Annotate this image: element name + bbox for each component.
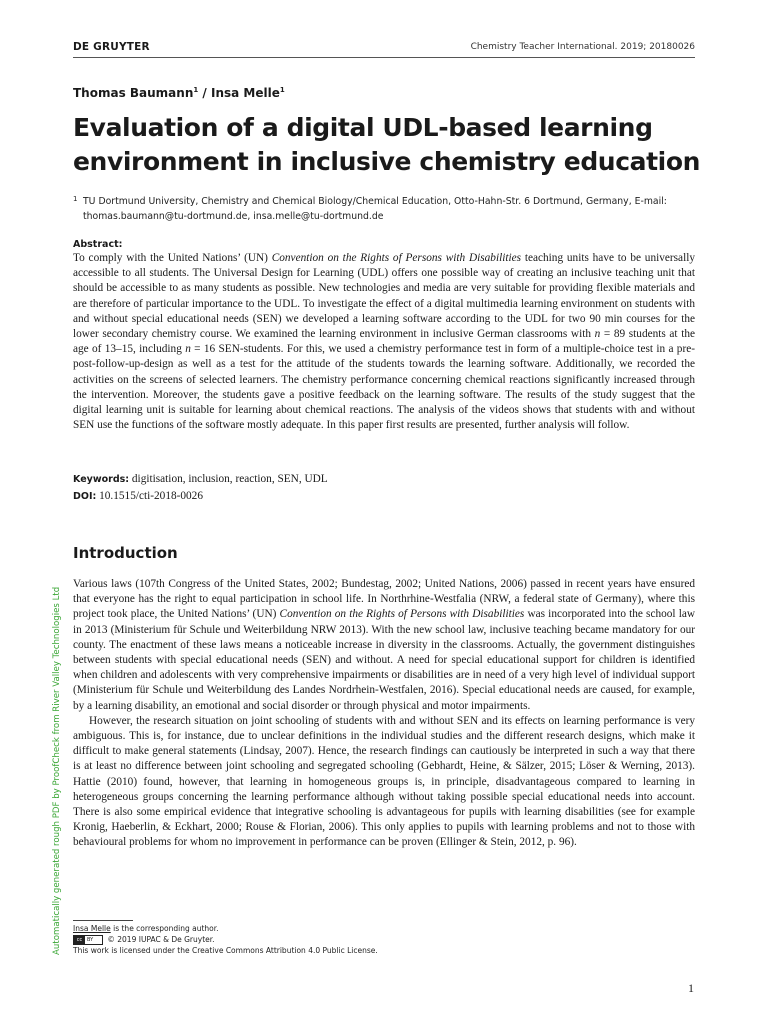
paragraph <box>73 577 695 714</box>
affiliation-mark: 1 <box>73 195 78 203</box>
author-separator: / <box>198 86 211 100</box>
corresponding-author-text: is the corresponding author. <box>110 924 219 933</box>
section-heading: Introduction <box>73 544 178 562</box>
proof-watermark: Automatically generated rough PDF by ProofCheck from River Valley Technologies Ltd <box>52 586 62 955</box>
author-name: Thomas Baumann <box>73 86 194 100</box>
cc-license-icon: cc BY <box>73 935 103 945</box>
paragraph: However, the research situation on joint schooling of students with and without SEN and its effects on learning performance is very ambiguous. This is, for instance, due to unclear definitions in the individual studies and the different research designs, which make it difficult to make general statements (Lindsay, 2007). Hence, the research findings can cautiously be interpreted in such a way that there is at least no difference between joint schooling and segregated schooling (Gebhardt, Heine, & Sälzer, 2015; Löser & Werning, 2013). Hattie (2010) found, however, that learning in homogeneous groups is, in principle, disadvantageous compared to learning in heterogeneous groups concerning the learning performance although without taking possible special educational needs into account. There is also some empirical evidence that integrative schooling is advantageous for pupils with learning disabilities (see for example Kronig, Haeberlin, & Eckhart, 2000; Rouse & Florian, 2006). This only applies to pupils with learning problems and not to those with behavioural problems for whom no improvement in performance can be proven (Ellinger & Stein, 2012, p. 96). <box>73 714 695 849</box>
keywords-line <box>73 473 328 485</box>
paragraph-segment: Various laws (107th Congress of the United States, 2002; Bundestag, 2002; United Nations, 2006) passed in recent years have ensured that everyone has the right to equal participation in school life. In Northrhine-Westfalia (NRW, a federal state of Germany), where this project took place, the United Nations’ (UN) <box>73 578 695 621</box>
abstract-segment: teaching units have to be universally accessible to all students. The Universal Design for Learning (UDL) offers one possible way of creating an inclusive teaching unit that should be accessible to as many students as possible. New technologies and media are very suitable for providing flexible materials and are therefore of particular importance to the UDL. To investigate the effect of a digital multimedia learning environment on students with and without special educational needs (SEN) we developed a learning software according to the UDL for two 90 min courses for the lower secondary chemistry course. We examined the learning environment in inclusive German classrooms with <box>73 252 695 341</box>
publisher-logo: DE GRUYTER <box>73 41 150 53</box>
author-line <box>73 86 285 100</box>
paragraph-italic: Convention on the Rights of Persons with Disabilities <box>279 608 525 621</box>
affiliation <box>73 194 693 224</box>
keywords-value: digitisation, inclusion, reaction, SEN, UDL <box>129 473 328 485</box>
abstract-segment: = 89 students at the age of 13–15, including <box>73 328 695 356</box>
introduction-body <box>73 577 695 851</box>
corresponding-author-note <box>73 924 219 933</box>
abstract-variable: n <box>594 328 601 341</box>
paragraph-segment: was incorporated into the school law in 2013 (Ministerium für Schule und Weiterbildung NRW 2013). With the new school law, inclusive teaching became mandatory for our county. The enactment of these laws means a noticeable increase in diversity in the classrooms. Actually, the government distinguishes between students with special educational needs (SEN) and without. A need for special educational support for children is identified when children and adolescents with very comprehensive impairments or disabilities are in need of a very high level of individual support (Ministerium für Schule und Weiterbildung des Landes Nordrhein-Westfalen, 2016). Special educational needs are caused, for example, by a learning disability, an emotional and social disorder or through physical and motor impairments. <box>73 608 696 712</box>
abstract-segment: = 16 SEN-students. For this, we used a chemistry performance test in form of a multiple-choice test in a pre-post-follow-up-design as well as a test for the attitude of the students towards the learning software. Additionally, we recorded the activities on the screens of selected learners. The chemistry performance concerning chemical reactions significantly increased through the intervention. Moreover, the students gave a positive feedback on the learning software. The results of the study suggest that the digital learning unit is suitable for learning about chemical reactions. The analysis of the videos shows that students with and without SEN use the functions of the software mostly adequate. In this paper first results are presented, further analysis will follow. <box>73 343 695 432</box>
header-rule <box>73 57 695 58</box>
abstract-variable: n <box>185 343 191 356</box>
journal-citation: Chemistry Teacher International. 2019; 20180026 <box>470 42 695 52</box>
author-affiliation-mark: 1 <box>279 86 285 94</box>
abstract-label: Abstract: <box>73 239 123 250</box>
affiliation-text: TU Dortmund University, Chemistry and Chemical Biology/Chemical Education, Otto-Hahn-Str. 6 Dortmund, Germany, E-mail: thomas.baumann@tu-dortmund.de, insa.melle@tu-dortmund.de <box>83 196 667 222</box>
keywords-label: Keywords: <box>73 474 130 485</box>
doi-value[interactable]: 10.1515/cti-2018-0026 <box>96 490 203 502</box>
corresponding-author-name: Insa Melle <box>73 924 111 933</box>
abstract-italic: Convention on the Rights of Persons with Disabilities <box>271 252 522 264</box>
doi-label: DOI: <box>73 491 97 502</box>
copyright-text: © 2019 IUPAC & De Gruyter. <box>105 935 215 944</box>
license-note: This work is licensed under the Creative Commons Attribution 4.0 Public License. <box>73 946 378 955</box>
doi-line <box>73 490 203 502</box>
copyright-note <box>73 935 215 945</box>
abstract-segment: To comply with the United Nations’ (UN) <box>73 252 272 264</box>
paper-title: Evaluation of a digital UDL-based learning environment in inclusive chemistry education <box>73 113 700 176</box>
author-name: Insa Melle <box>211 86 280 100</box>
page-number: 1 <box>688 981 694 995</box>
author-affiliation-mark: 1 <box>193 86 199 94</box>
footnote-rule <box>73 920 133 921</box>
abstract-text <box>73 251 695 433</box>
